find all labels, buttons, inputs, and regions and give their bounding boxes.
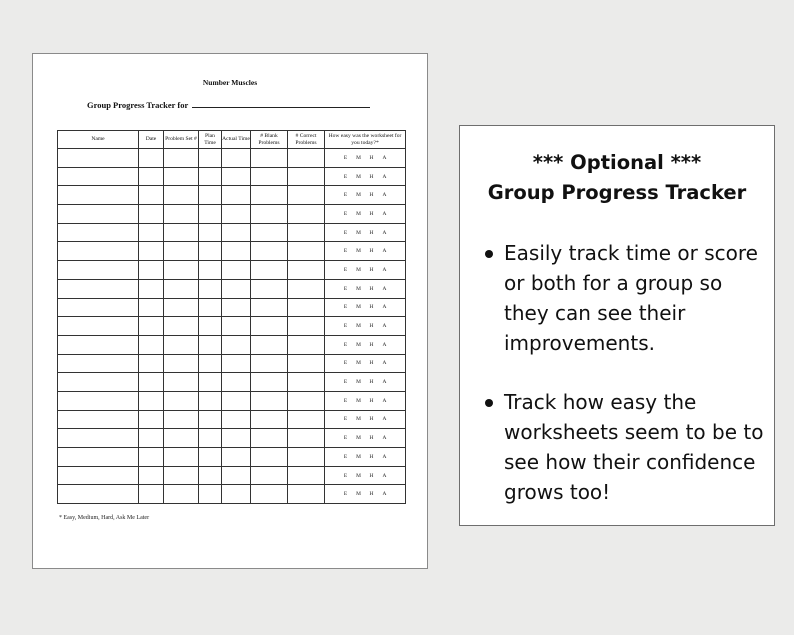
ease-rating-cell[interactable] bbox=[325, 429, 406, 448]
table-cell-blank[interactable] bbox=[139, 223, 164, 242]
table-cell-blank[interactable] bbox=[58, 373, 139, 392]
table-cell-blank[interactable] bbox=[164, 466, 199, 485]
table-cell-blank[interactable] bbox=[199, 391, 222, 410]
table-row bbox=[58, 279, 406, 298]
table-cell-blank[interactable] bbox=[288, 261, 325, 280]
ease-rating-letter[interactable]: M bbox=[356, 154, 361, 161]
table-cell-blank[interactable] bbox=[222, 466, 251, 485]
ease-rating-letter[interactable]: E bbox=[343, 379, 348, 386]
table-cell-blank[interactable] bbox=[288, 466, 325, 485]
table-cell-blank[interactable] bbox=[288, 429, 325, 448]
table-cell-blank[interactable] bbox=[222, 485, 251, 504]
card-heading bbox=[460, 148, 774, 208]
ease-rating-letter[interactable]: H bbox=[369, 341, 374, 348]
header-name: Name bbox=[58, 131, 139, 149]
table-cell-blank[interactable] bbox=[164, 149, 199, 168]
table-row bbox=[58, 391, 406, 410]
table-cell-blank[interactable] bbox=[288, 373, 325, 392]
table-cell-blank[interactable] bbox=[58, 485, 139, 504]
table-row bbox=[58, 261, 406, 280]
table-cell-blank[interactable] bbox=[139, 242, 164, 261]
ease-rating-letter[interactable]: A bbox=[382, 266, 387, 273]
ease-rating-letter[interactable]: H bbox=[369, 192, 374, 199]
table-cell-blank[interactable] bbox=[288, 149, 325, 168]
header-problem-set: Problem Set # bbox=[164, 131, 199, 149]
table-cell-blank[interactable] bbox=[164, 317, 199, 336]
table-cell-blank[interactable] bbox=[199, 317, 222, 336]
ease-rating-cell[interactable] bbox=[325, 149, 406, 168]
table-row bbox=[58, 205, 406, 224]
ease-rating-letter[interactable]: M bbox=[356, 210, 361, 217]
table-cell-blank[interactable] bbox=[58, 149, 139, 168]
table-cell-blank[interactable] bbox=[222, 410, 251, 429]
ease-rating-letter[interactable]: E bbox=[343, 416, 348, 423]
ease-rating-cell[interactable] bbox=[325, 242, 406, 261]
table-cell-blank[interactable] bbox=[222, 354, 251, 373]
table-row bbox=[58, 485, 406, 504]
table-cell-blank[interactable] bbox=[139, 298, 164, 317]
table-cell-blank[interactable] bbox=[164, 186, 199, 205]
ease-rating-letter[interactable]: A bbox=[382, 210, 387, 217]
ease-rating-letter[interactable]: E bbox=[343, 192, 348, 199]
table-cell-blank[interactable] bbox=[199, 223, 222, 242]
ease-rating-letter[interactable]: H bbox=[369, 472, 374, 479]
ease-rating-letter[interactable]: M bbox=[356, 397, 361, 404]
table-cell-blank[interactable] bbox=[288, 410, 325, 429]
ease-rating-letter[interactable]: H bbox=[369, 229, 374, 236]
ease-rating-letter[interactable]: A bbox=[382, 248, 387, 255]
table-cell-blank[interactable] bbox=[199, 205, 222, 224]
tracker-for-label: Group Progress Tracker for bbox=[87, 100, 189, 110]
table-row bbox=[58, 448, 406, 467]
ease-rating-cell[interactable] bbox=[325, 298, 406, 317]
table-cell-blank[interactable] bbox=[251, 391, 288, 410]
worksheet-page bbox=[32, 53, 428, 569]
ease-rating-letter[interactable]: E bbox=[343, 229, 348, 236]
table-cell-blank[interactable] bbox=[251, 242, 288, 261]
table-cell-blank[interactable] bbox=[288, 448, 325, 467]
ease-rating-cell[interactable] bbox=[325, 410, 406, 429]
table-cell-blank[interactable] bbox=[58, 317, 139, 336]
table-cell-blank[interactable] bbox=[164, 448, 199, 467]
table-cell-blank[interactable] bbox=[288, 298, 325, 317]
ease-rating-cell[interactable] bbox=[325, 391, 406, 410]
ease-rating-letter[interactable]: M bbox=[356, 379, 361, 386]
table-cell-blank[interactable] bbox=[288, 242, 325, 261]
table-cell-blank[interactable] bbox=[139, 167, 164, 186]
table-cell-blank[interactable] bbox=[58, 242, 139, 261]
ease-rating-letter[interactable]: H bbox=[369, 248, 374, 255]
table-cell-blank[interactable] bbox=[139, 149, 164, 168]
ease-rating-letter[interactable]: H bbox=[369, 304, 374, 311]
ease-rating-cell[interactable] bbox=[325, 448, 406, 467]
table-cell-blank[interactable] bbox=[139, 429, 164, 448]
table-cell-blank[interactable] bbox=[139, 466, 164, 485]
header-actual-time: Actual Time bbox=[222, 131, 251, 149]
table-cell-blank[interactable] bbox=[288, 205, 325, 224]
table-cell-blank[interactable] bbox=[251, 317, 288, 336]
ease-rating-letter[interactable]: M bbox=[356, 360, 361, 367]
table-cell-blank[interactable] bbox=[251, 223, 288, 242]
table-cell-blank[interactable] bbox=[251, 466, 288, 485]
table-cell-blank[interactable] bbox=[58, 354, 139, 373]
ease-rating-cell[interactable] bbox=[325, 223, 406, 242]
table-cell-blank[interactable] bbox=[222, 279, 251, 298]
table-row bbox=[58, 466, 406, 485]
card-heading-optional: *** Optional *** bbox=[532, 151, 702, 174]
table-cell-blank[interactable] bbox=[199, 466, 222, 485]
ease-rating-cell[interactable] bbox=[325, 261, 406, 280]
ease-rating-letter[interactable]: A bbox=[382, 229, 387, 236]
table-cell-blank[interactable] bbox=[139, 354, 164, 373]
table-row bbox=[58, 186, 406, 205]
ease-rating-cell[interactable] bbox=[325, 279, 406, 298]
ease-rating-letter[interactable]: M bbox=[356, 285, 361, 292]
ease-rating-cell[interactable] bbox=[325, 167, 406, 186]
table-cell-blank[interactable] bbox=[199, 485, 222, 504]
table-cell-blank[interactable] bbox=[222, 223, 251, 242]
table-cell-blank[interactable] bbox=[164, 279, 199, 298]
ease-rating-letter[interactable]: E bbox=[343, 248, 348, 255]
table-cell-blank[interactable] bbox=[199, 335, 222, 354]
card-heading-title: Group Progress Tracker bbox=[487, 181, 747, 204]
table-cell-blank[interactable] bbox=[139, 485, 164, 504]
ease-rating-letter[interactable]: M bbox=[356, 266, 361, 273]
table-cell-blank[interactable] bbox=[164, 429, 199, 448]
ease-rating-cell[interactable] bbox=[325, 485, 406, 504]
header-ease-rating: How easy was the worksheet for you today?* bbox=[325, 131, 406, 149]
table-cell-blank[interactable] bbox=[139, 335, 164, 354]
ease-rating-letter[interactable]: A bbox=[382, 154, 387, 161]
table-cell-blank[interactable] bbox=[251, 410, 288, 429]
table-cell-blank[interactable] bbox=[251, 298, 288, 317]
table-cell-blank[interactable] bbox=[139, 186, 164, 205]
table-row bbox=[58, 242, 406, 261]
table-cell-blank[interactable] bbox=[199, 149, 222, 168]
ease-rating-letter[interactable]: H bbox=[369, 491, 374, 498]
table-cell-blank[interactable] bbox=[139, 317, 164, 336]
table-cell-blank[interactable] bbox=[139, 373, 164, 392]
ease-rating-letter[interactable]: M bbox=[356, 248, 361, 255]
table-cell-blank[interactable] bbox=[164, 410, 199, 429]
table-cell-blank[interactable] bbox=[139, 205, 164, 224]
ease-rating-letter[interactable]: E bbox=[343, 360, 348, 367]
table-cell-blank[interactable] bbox=[222, 261, 251, 280]
ease-rating-letter[interactable]: M bbox=[356, 453, 361, 460]
table-cell-blank[interactable] bbox=[288, 335, 325, 354]
ease-rating-letter[interactable]: M bbox=[356, 173, 361, 180]
table-cell-blank[interactable] bbox=[139, 279, 164, 298]
ease-rating-letter[interactable]: H bbox=[369, 397, 374, 404]
table-cell-blank[interactable] bbox=[164, 242, 199, 261]
ease-rating-letter[interactable]: A bbox=[382, 285, 387, 292]
ease-rating-letter[interactable]: M bbox=[356, 435, 361, 442]
table-row bbox=[58, 223, 406, 242]
table-cell-blank[interactable] bbox=[288, 223, 325, 242]
table-cell-blank[interactable] bbox=[58, 391, 139, 410]
ease-rating-letter[interactable]: A bbox=[382, 304, 387, 311]
table-cell-blank[interactable] bbox=[164, 223, 199, 242]
ease-rating-cell[interactable] bbox=[325, 354, 406, 373]
table-cell-blank[interactable] bbox=[222, 242, 251, 261]
table-cell-blank[interactable] bbox=[164, 485, 199, 504]
ease-rating-letter[interactable]: A bbox=[382, 472, 387, 479]
ease-rating-letter[interactable]: H bbox=[369, 360, 374, 367]
table-cell-blank[interactable] bbox=[288, 167, 325, 186]
ease-rating-letter[interactable]: M bbox=[356, 472, 361, 479]
table-cell-blank[interactable] bbox=[199, 448, 222, 467]
ease-rating-letter[interactable]: E bbox=[343, 472, 348, 479]
ease-rating-letter[interactable]: H bbox=[369, 323, 374, 330]
table-cell-blank[interactable] bbox=[164, 261, 199, 280]
table-cell-blank[interactable] bbox=[58, 448, 139, 467]
ease-rating-letter[interactable]: E bbox=[343, 397, 348, 404]
table-cell-blank[interactable] bbox=[164, 298, 199, 317]
table-cell-blank[interactable] bbox=[199, 373, 222, 392]
ease-rating-letter[interactable]: A bbox=[382, 491, 387, 498]
table-cell-blank[interactable] bbox=[288, 279, 325, 298]
table-cell-blank[interactable] bbox=[199, 186, 222, 205]
table-cell-blank[interactable] bbox=[222, 373, 251, 392]
ease-rating-letter[interactable]: A bbox=[382, 360, 387, 367]
table-cell-blank[interactable] bbox=[251, 167, 288, 186]
header-correct-problems: # Correct Problems bbox=[288, 131, 325, 149]
table-cell-blank[interactable] bbox=[199, 298, 222, 317]
table-cell-blank[interactable] bbox=[164, 391, 199, 410]
table-cell-blank[interactable] bbox=[251, 448, 288, 467]
table-cell-blank[interactable] bbox=[164, 373, 199, 392]
ease-rating-cell[interactable] bbox=[325, 466, 406, 485]
table-body bbox=[58, 149, 406, 504]
card-bullet-item bbox=[484, 387, 770, 507]
ease-rating-letter[interactable]: E bbox=[343, 491, 348, 498]
ease-rating-letter[interactable]: M bbox=[356, 416, 361, 423]
table-cell-blank[interactable] bbox=[199, 261, 222, 280]
table-cell-blank[interactable] bbox=[199, 279, 222, 298]
table-row bbox=[58, 410, 406, 429]
table-cell-blank[interactable] bbox=[164, 167, 199, 186]
table-cell-blank[interactable] bbox=[139, 391, 164, 410]
table-cell-blank[interactable] bbox=[164, 205, 199, 224]
table-cell-blank[interactable] bbox=[222, 298, 251, 317]
ease-rating-letter[interactable]: M bbox=[356, 304, 361, 311]
ease-rating-letter[interactable]: H bbox=[369, 154, 374, 161]
tracker-name-blank bbox=[192, 100, 370, 108]
ease-rating-cell[interactable] bbox=[325, 373, 406, 392]
table-cell-blank[interactable] bbox=[58, 186, 139, 205]
card-bullet-item bbox=[484, 238, 770, 358]
card-bullet-text: Easily track time or score or both for a group so they can see their improvements. bbox=[504, 241, 758, 355]
table-cell-blank[interactable] bbox=[222, 149, 251, 168]
table-cell-blank[interactable] bbox=[58, 279, 139, 298]
table-cell-blank[interactable] bbox=[58, 335, 139, 354]
table-cell-blank[interactable] bbox=[58, 223, 139, 242]
ease-rating-letter[interactable]: H bbox=[369, 416, 374, 423]
ease-rating-letter[interactable]: E bbox=[343, 453, 348, 460]
table-row bbox=[58, 317, 406, 336]
table-cell-blank[interactable] bbox=[199, 167, 222, 186]
table-cell-blank[interactable] bbox=[251, 354, 288, 373]
ease-rating-letter[interactable]: E bbox=[343, 435, 348, 442]
table-cell-blank[interactable] bbox=[58, 429, 139, 448]
table-cell-blank[interactable] bbox=[222, 205, 251, 224]
table-row bbox=[58, 167, 406, 186]
header-plan-time: Plan Time bbox=[199, 131, 222, 149]
table-row bbox=[58, 335, 406, 354]
table-cell-blank[interactable] bbox=[251, 149, 288, 168]
ease-rating-letter[interactable]: H bbox=[369, 285, 374, 292]
table-cell-blank[interactable] bbox=[222, 391, 251, 410]
ease-rating-letter[interactable]: M bbox=[356, 229, 361, 236]
table-cell-blank[interactable] bbox=[139, 261, 164, 280]
progress-table bbox=[57, 130, 406, 504]
table-cell-blank[interactable] bbox=[251, 373, 288, 392]
ease-rating-letter[interactable]: E bbox=[343, 173, 348, 180]
worksheet-footnote: * Easy, Medium, Hard, Ask Me Later bbox=[59, 515, 150, 521]
ease-rating-cell[interactable] bbox=[325, 335, 406, 354]
table-cell-blank[interactable] bbox=[139, 448, 164, 467]
ease-rating-letter[interactable]: H bbox=[369, 210, 374, 217]
bullet-icon bbox=[485, 399, 493, 407]
ease-rating-cell[interactable] bbox=[325, 205, 406, 224]
ease-rating-letter[interactable]: A bbox=[382, 341, 387, 348]
table-cell-blank[interactable] bbox=[199, 429, 222, 448]
table-cell-blank[interactable] bbox=[199, 354, 222, 373]
ease-rating-letter[interactable]: A bbox=[382, 379, 387, 386]
table-cell-blank[interactable] bbox=[222, 317, 251, 336]
ease-rating-letter[interactable]: E bbox=[343, 323, 348, 330]
table-row bbox=[58, 149, 406, 168]
table-row bbox=[58, 429, 406, 448]
table-cell-blank[interactable] bbox=[288, 317, 325, 336]
table-header-row bbox=[58, 131, 406, 149]
ease-rating-letter[interactable]: E bbox=[343, 304, 348, 311]
table-cell-blank[interactable] bbox=[251, 335, 288, 354]
table-cell-blank[interactable] bbox=[222, 429, 251, 448]
table-cell-blank[interactable] bbox=[222, 335, 251, 354]
ease-rating-letter[interactable]: A bbox=[382, 323, 387, 330]
table-cell-blank[interactable] bbox=[164, 335, 199, 354]
table-row bbox=[58, 298, 406, 317]
ease-rating-letter[interactable]: H bbox=[369, 453, 374, 460]
table-cell-blank[interactable] bbox=[251, 485, 288, 504]
ease-rating-letter[interactable]: M bbox=[356, 323, 361, 330]
table-cell-blank[interactable] bbox=[139, 410, 164, 429]
table-cell-blank[interactable] bbox=[164, 354, 199, 373]
bullet-icon bbox=[485, 250, 493, 258]
info-card bbox=[459, 125, 775, 526]
card-bullet-list bbox=[484, 238, 770, 536]
table-cell-blank[interactable] bbox=[58, 205, 139, 224]
ease-rating-letter[interactable]: H bbox=[369, 379, 374, 386]
ease-rating-letter[interactable]: E bbox=[343, 285, 348, 292]
ease-rating-letter[interactable]: A bbox=[382, 435, 387, 442]
table-cell-blank[interactable] bbox=[58, 298, 139, 317]
table-cell-blank[interactable] bbox=[251, 279, 288, 298]
table-cell-blank[interactable] bbox=[222, 167, 251, 186]
ease-rating-letter[interactable]: E bbox=[343, 341, 348, 348]
table-cell-blank[interactable] bbox=[199, 242, 222, 261]
ease-rating-letter[interactable]: E bbox=[343, 210, 348, 217]
table-cell-blank[interactable] bbox=[251, 429, 288, 448]
table-cell-blank[interactable] bbox=[222, 186, 251, 205]
ease-rating-letter[interactable]: H bbox=[369, 266, 374, 273]
header-blank-problems: # Blank Problems bbox=[251, 131, 288, 149]
table-cell-blank[interactable] bbox=[251, 205, 288, 224]
table-cell-blank[interactable] bbox=[58, 167, 139, 186]
ease-rating-letter[interactable]: E bbox=[343, 266, 348, 273]
header-date: Date bbox=[139, 131, 164, 149]
ease-rating-letter[interactable]: M bbox=[356, 341, 361, 348]
worksheet-title: Number Muscles bbox=[202, 78, 258, 87]
table-cell-blank[interactable] bbox=[58, 466, 139, 485]
ease-rating-letter[interactable]: H bbox=[369, 435, 374, 442]
ease-rating-letter[interactable]: A bbox=[382, 397, 387, 404]
table-cell-blank[interactable] bbox=[288, 485, 325, 504]
ease-rating-cell[interactable] bbox=[325, 317, 406, 336]
ease-rating-letter[interactable]: A bbox=[382, 453, 387, 460]
table-cell-blank[interactable] bbox=[58, 410, 139, 429]
ease-rating-letter[interactable]: M bbox=[356, 491, 361, 498]
table-cell-blank[interactable] bbox=[288, 391, 325, 410]
table-row bbox=[58, 373, 406, 392]
table-cell-blank[interactable] bbox=[222, 448, 251, 467]
ease-rating-cell[interactable] bbox=[325, 186, 406, 205]
table-row bbox=[58, 354, 406, 373]
ease-rating-letter[interactable]: A bbox=[382, 173, 387, 180]
table-cell-blank[interactable] bbox=[288, 186, 325, 205]
table-cell-blank[interactable] bbox=[251, 186, 288, 205]
ease-rating-letter[interactable]: H bbox=[369, 173, 374, 180]
ease-rating-letter[interactable]: A bbox=[382, 192, 387, 199]
table-cell-blank[interactable] bbox=[251, 261, 288, 280]
ease-rating-letter[interactable]: E bbox=[343, 154, 348, 161]
table-cell-blank[interactable] bbox=[288, 354, 325, 373]
card-bullet-text: Track how easy the worksheets seem to be to see how their confidence grows too! bbox=[504, 390, 764, 504]
tracker-for-line bbox=[87, 100, 370, 110]
table-cell-blank[interactable] bbox=[58, 261, 139, 280]
table-cell-blank[interactable] bbox=[199, 410, 222, 429]
ease-rating-letter[interactable]: M bbox=[356, 192, 361, 199]
ease-rating-letter[interactable]: A bbox=[382, 416, 387, 423]
